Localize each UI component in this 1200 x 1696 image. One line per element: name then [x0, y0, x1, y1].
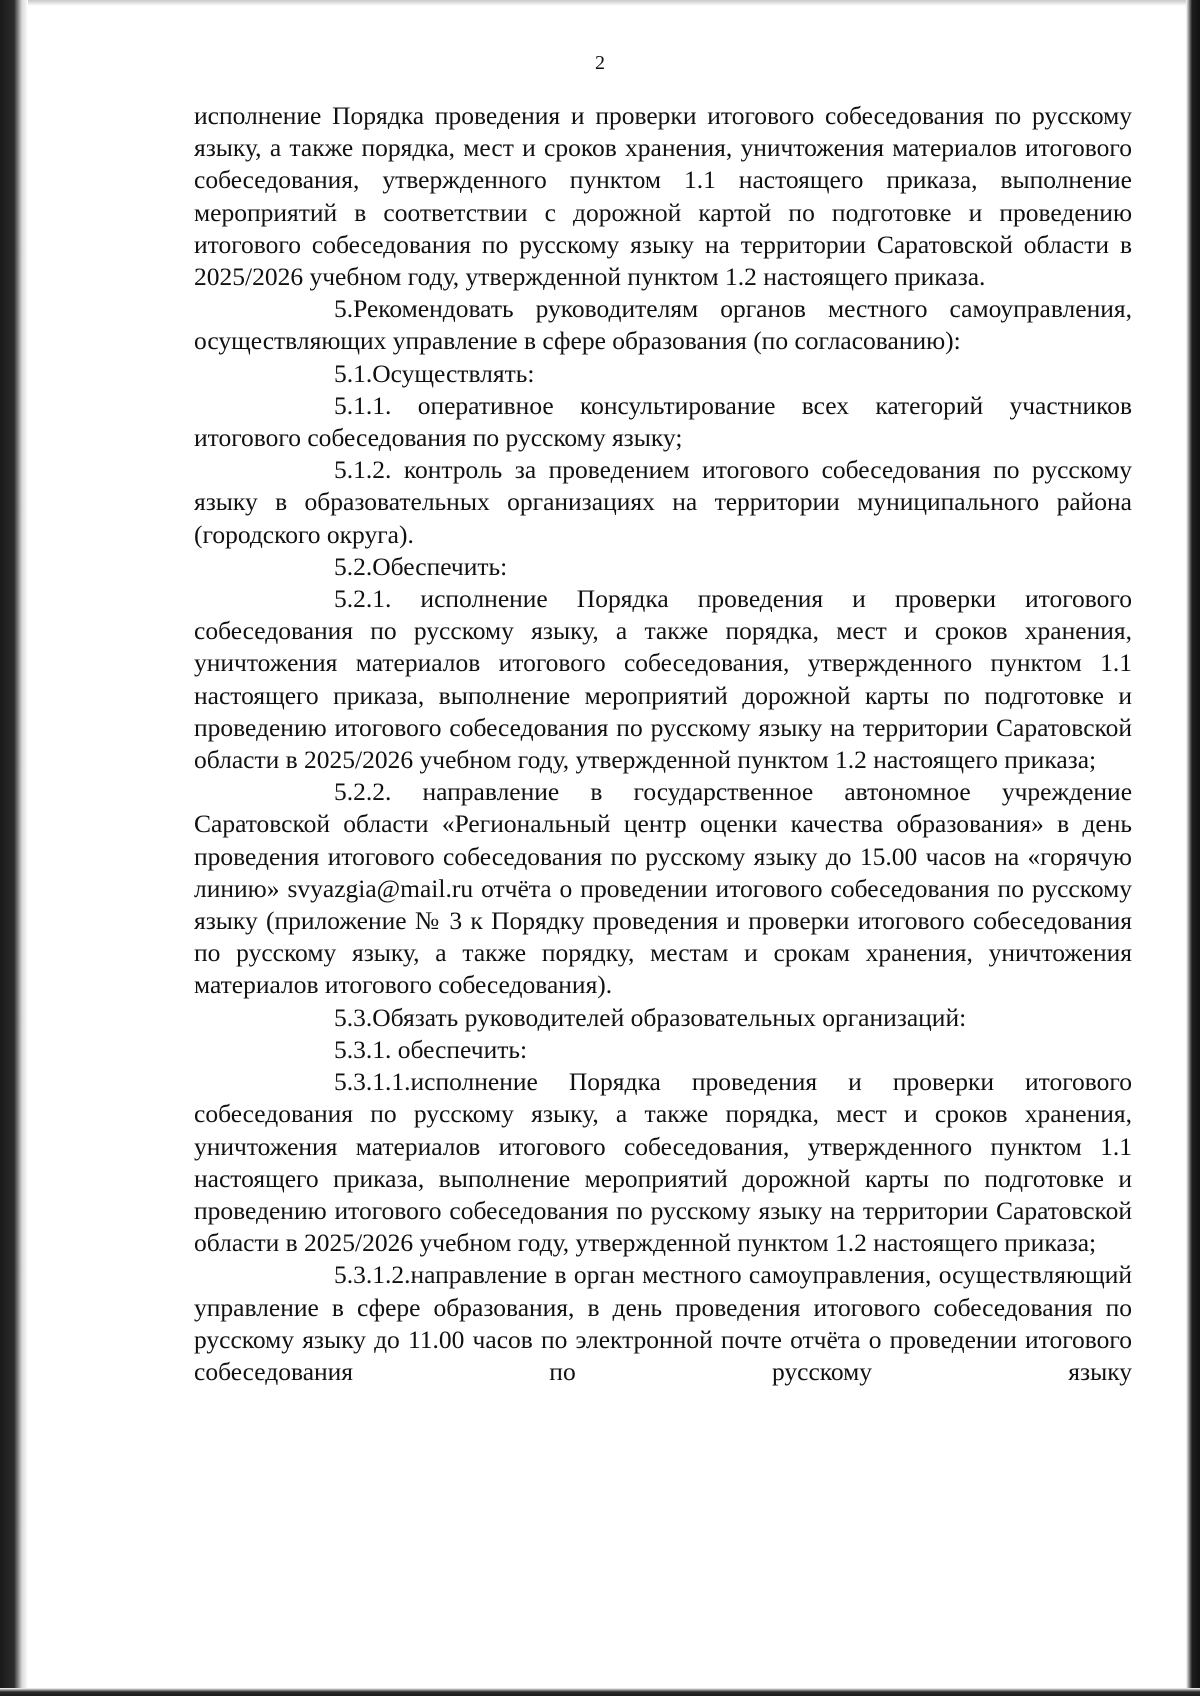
paragraph-text: Обеспечить:	[372, 551, 508, 581]
item-number: 5.3.1.1.	[334, 1067, 411, 1097]
paragraph-text: обеспечить:	[397, 1034, 528, 1064]
scan-edge-bottom	[0, 1688, 1200, 1696]
item-number: 5.2.1.	[334, 584, 392, 614]
paragraph-text: исполнение Порядка проведения и проверки итогового собеседования по русскому языку, а также порядка, мест и сроков хранения, уничтожения материалов итогового собеседования, утвержденного пунктом 1.1 настоящего приказа, выполнение мероприятий дорожной карты по подготовке и проведению итогового собеседования по русскому языку на территории Саратовской области в 2025/2026 учебном году, утвержденной пунктом 1.2 настоящего приказа;	[194, 1067, 1132, 1258]
paragraph-5-1	[194, 358, 1132, 390]
paragraph-text: Обязать руководителей образовательных организаций:	[372, 1002, 967, 1032]
paragraph-text: оперативное консультирование всех категорий участников итогового собеседования по русскому языку;	[194, 390, 1132, 453]
paragraph-text: направление в государственное автономное учреждение Саратовской области «Региональный центр оценки качества образования» в день проведения итогового собеседования по русскому языку до 15.00 часов на «горячую линию» svyazgia@mail.ru отчёта о проведении итогового собеседования по русскому языку (приложение № 3 к Порядку проведения и проверки итогового собеседования по русскому языку, а также порядку, местам и срокам хранения, уничтожения материалов итогового собеседования).	[194, 777, 1133, 1000]
paragraph-text: контроль за проведением итогового собеседования по русскому языку в образовательных организациях на территории муниципального района (городского округа).	[194, 455, 1132, 549]
paragraph-5	[194, 293, 1132, 357]
item-number: 5.1.	[334, 358, 373, 388]
paragraph-continuation	[194, 100, 1132, 293]
paragraph-5-2	[194, 551, 1132, 583]
item-number: 5.3.1.2.	[334, 1260, 411, 1290]
paragraph-text: исполнение Порядка проведения и проверки итогового собеседования по русскому языку, а также порядка, мест и сроков хранения, уничтожения материалов итогового собеседования, утвержденного пунктом 1.1 настоящего приказа, выполнение мероприятий дорожной карты по подготовке и проведению итогового собеседования по русскому языку на территории Саратовской области в 2025/2026 учебном году, утвержденной пунктом 1.2 настоящего приказа;	[194, 584, 1132, 775]
paragraph-text: направление в орган местного самоуправления, осуществляющий управление в сфере образования, в день проведения итогового собеседования по русскому языку до 11.00 часов по электронной почте отчёта о проведении итогового собеседования по русскому языку	[194, 1260, 1132, 1386]
item-number: 5.3.1.	[334, 1034, 392, 1064]
scan-edge-left	[0, 0, 28, 1696]
paragraph-5-2-1	[194, 583, 1132, 776]
scan-edge-top	[0, 0, 1200, 6]
item-number: 5.1.2.	[334, 455, 392, 485]
paragraph-5-3-1-1	[194, 1066, 1132, 1259]
paragraph-5-1-1	[194, 390, 1132, 454]
item-number: 5.	[334, 294, 354, 324]
item-number: 5.2.	[334, 551, 373, 581]
paragraph-5-3-1-2	[194, 1259, 1132, 1388]
scan-edge-right	[1186, 0, 1200, 1696]
document-body	[194, 100, 1132, 1388]
paragraph-text: исполнение Порядка проведения и проверки итогового собеседования по русскому языку, а также порядка, мест и сроков хранения, уничтожения материалов итогового собеседования, утвержденного пунктом 1.1 настоящего приказа, выполнение мероприятий в соответствии с дорожной картой по подготовке и проведению итогового собеседования по русскому языку на территории Саратовской области в 2025/2026 учебном году, утвержденной пунктом 1.2 настоящего приказа.	[194, 101, 1132, 292]
item-number: 5.1.1.	[334, 390, 392, 420]
paragraph-5-2-2	[194, 776, 1132, 1001]
paragraph-5-3	[194, 1002, 1132, 1034]
paragraph-5-1-2	[194, 454, 1132, 551]
page-number: 2	[595, 52, 605, 74]
paragraph-5-3-1	[194, 1034, 1132, 1066]
paragraph-text: Рекомендовать руководителям органов местного самоуправления, осуществляющих управление в сфере образования (по согласованию):	[194, 294, 1132, 356]
item-number: 5.2.2.	[334, 777, 392, 807]
item-number: 5.3.	[334, 1002, 373, 1032]
paragraph-text: Осуществлять:	[372, 358, 535, 388]
